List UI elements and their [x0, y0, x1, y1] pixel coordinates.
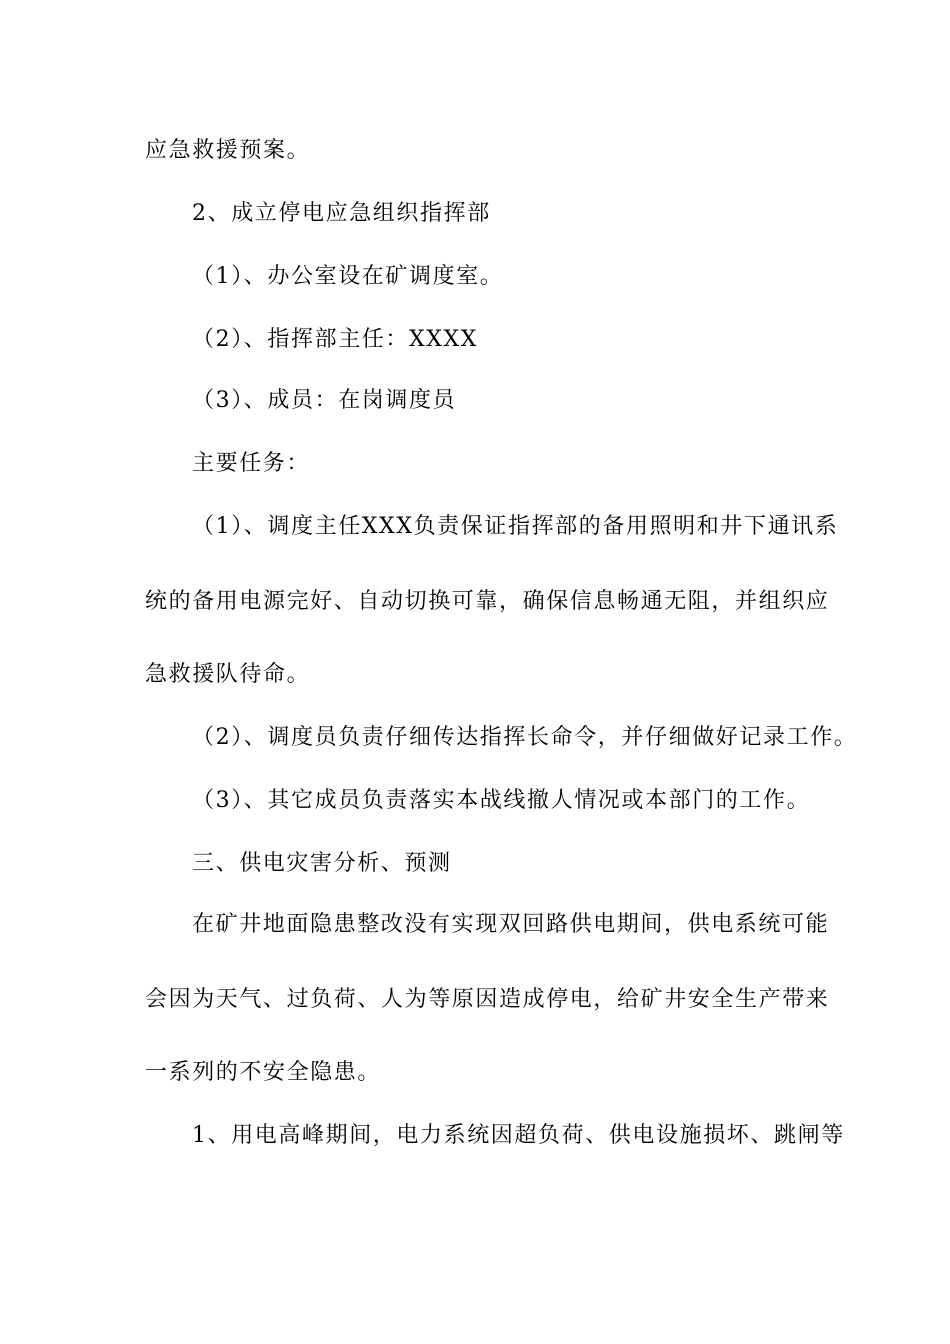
list-item: （2）、调度员负责仔细传达指挥长命令，并仔细做好记录工作。	[192, 725, 858, 750]
list-item: （1）、办公室设在矿调度室。	[192, 264, 504, 289]
paragraph-line: 统的备用电源完好、自动切换可靠，确保信息畅通无阻，并组织应	[145, 589, 830, 614]
section-heading: 2、成立停电应急组织指挥部	[192, 201, 491, 226]
list-item: （2）、指挥部主任：XXXX	[192, 327, 479, 352]
list-item: （3）、其它成员负责落实本战线撤人情况或本部门的工作。	[192, 788, 811, 813]
paragraph-line: （1）、调度主任XXX负责保证指挥部的备用照明和井下通讯系	[192, 514, 839, 539]
paragraph-line: 1、用电高峰期间，电力系统因超负荷、供电设施损坏、跳闸等	[192, 1123, 845, 1148]
text-line: 应急救援预案。	[145, 138, 311, 163]
list-item: （3）、成员：在岗调度员	[192, 388, 457, 413]
subheading: 主要任务：	[192, 451, 311, 476]
paragraph-line: 在矿井地面隐患整改没有实现双回路供电期间，供电系统可能	[192, 912, 830, 937]
paragraph-line: 会因为天气、过负荷、人为等原因造成停电，给矿井安全生产带来	[145, 987, 830, 1012]
paragraph-line: 急救援队待命。	[145, 662, 311, 687]
section-heading: 三、供电灾害分析、预测	[192, 851, 452, 876]
paragraph-line: 一系列的不安全隐患。	[145, 1060, 382, 1085]
